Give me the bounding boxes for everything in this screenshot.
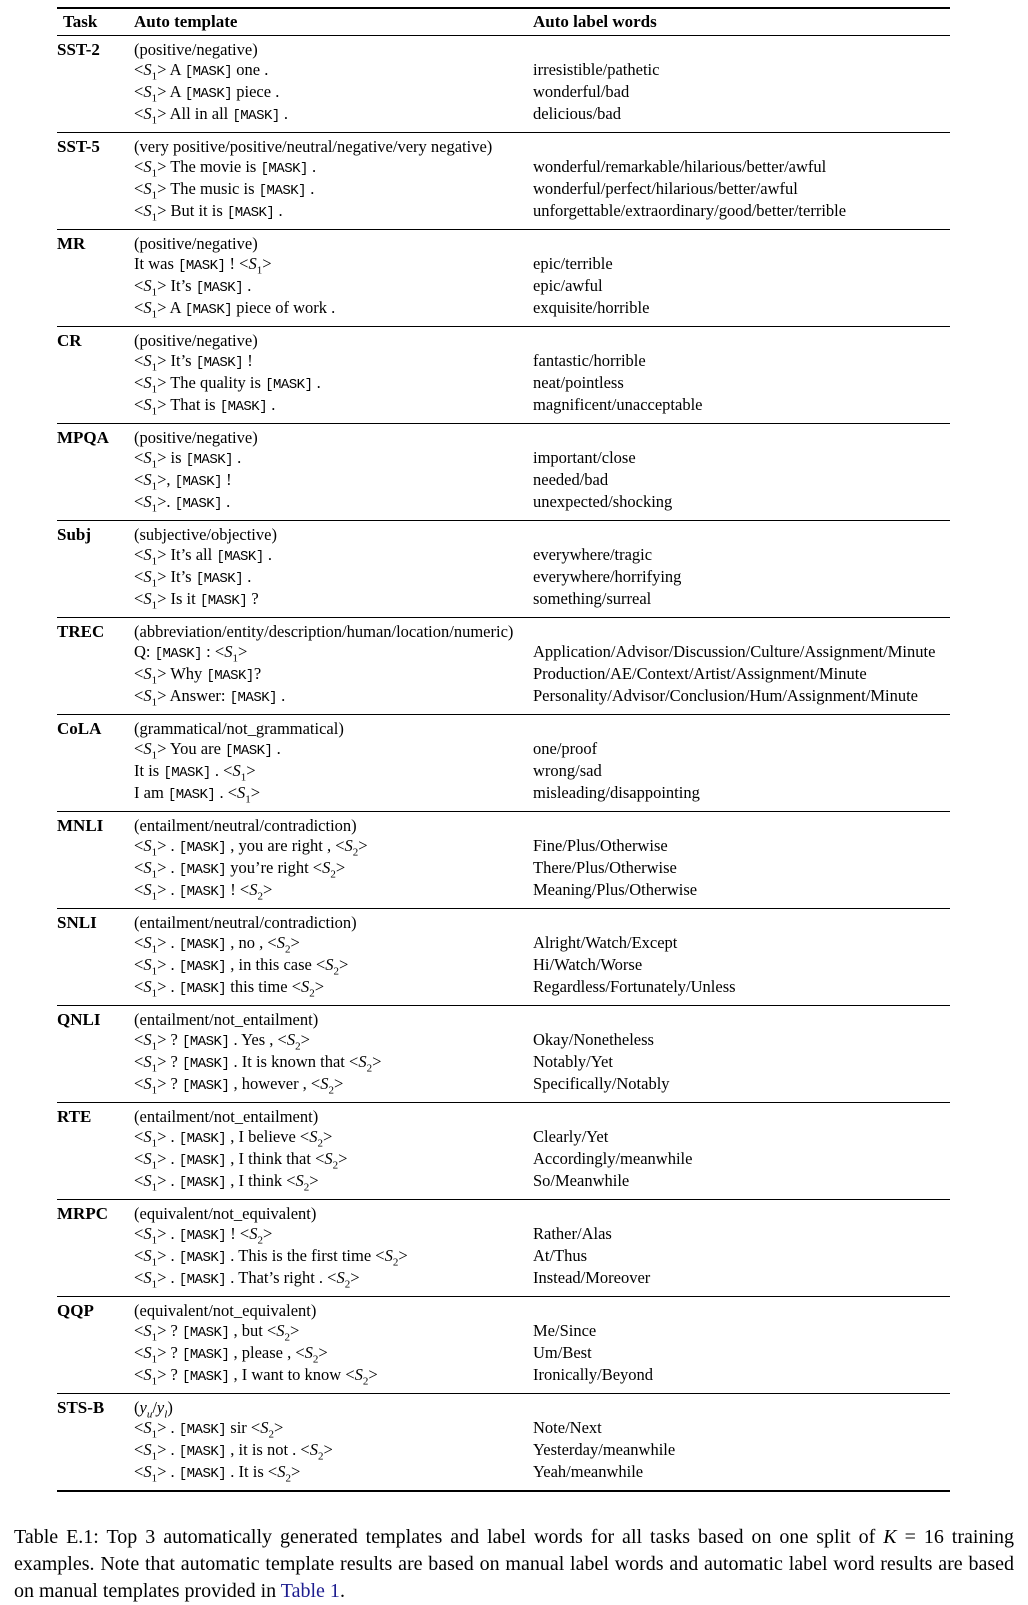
class-list: (positive/negative) (134, 36, 950, 61)
mask-token: [MASK] (178, 1444, 227, 1460)
template-row (57, 1224, 950, 1246)
task-spacer (57, 298, 134, 327)
template-text: $<S_1>$ . [MASK] this time $<S_2>$ (134, 977, 325, 1000)
task-label: CR (57, 327, 134, 352)
task-spacer (57, 448, 134, 470)
label-words: epic/awful (533, 276, 603, 295)
template-row (57, 201, 950, 230)
section-row-mnli (57, 812, 950, 837)
template-row (57, 589, 950, 618)
task-label: STS-B (57, 1394, 134, 1419)
section-row-subj (57, 521, 950, 546)
template-text: $<S_1>$ ? [MASK] . Yes , $<S_2>$ (134, 1030, 310, 1053)
task-spacer (57, 1246, 134, 1268)
template-text: $<S_1>$ You are [MASK] . (134, 739, 281, 762)
template-row (57, 351, 950, 373)
label-words: important/close (533, 448, 636, 467)
label-words: something/surreal (533, 589, 652, 608)
mask-token: [MASK] (232, 108, 280, 124)
mask-token: [MASK] (265, 377, 313, 393)
mask-token: [MASK] (184, 64, 233, 80)
task-label: RTE (57, 1103, 134, 1128)
mask-token: [MASK] (195, 571, 244, 587)
template-row (57, 761, 950, 783)
template-row (57, 1440, 950, 1462)
task-label: CoLA (57, 715, 134, 740)
mask-token: [MASK] (163, 765, 211, 781)
mask-token: [MASK] (178, 258, 226, 274)
template-text: $<S_1>$ But it is [MASK] . (134, 201, 283, 224)
template-text: $<S_1>$ . [MASK] , I think $<S_2>$ (134, 1171, 319, 1194)
task-spacer (57, 545, 134, 567)
label-words: magnificent/unacceptable (533, 395, 703, 414)
template-text: $<S_1>$. [MASK] . (134, 492, 231, 515)
template-text: $<S_1>$ . [MASK] , you are right , $<S_2>$ (134, 836, 368, 859)
label-words: Rather/Alas (533, 1224, 612, 1243)
section-row-qnli (57, 1006, 950, 1031)
task-label: MRPC (57, 1200, 134, 1225)
mask-token: [MASK] (178, 884, 227, 900)
mask-token: [MASK] (258, 183, 307, 199)
label-words: Regardless/Fortunately/Unless (533, 977, 736, 996)
task-label: QQP (57, 1297, 134, 1322)
label-words: Specifically/Notably (533, 1074, 670, 1093)
class-list: $(y_u/y_l)$ (134, 1394, 950, 1419)
mask-token: [MASK] (174, 474, 223, 490)
mask-token: [MASK] (178, 1131, 227, 1147)
label-words: At/Thus (533, 1246, 588, 1265)
task-spacer (57, 1268, 134, 1297)
mask-token: [MASK] (206, 668, 254, 684)
mask-token: [MASK] (178, 1175, 227, 1191)
template-text: It was [MASK] ! $<S_1>$ (134, 254, 272, 277)
template-row (57, 1418, 950, 1440)
task-label: SNLI (57, 909, 134, 934)
column-header-auto-template: Auto template (134, 8, 533, 36)
section-row-rte (57, 1103, 950, 1128)
task-spacer (57, 104, 134, 133)
mask-token: [MASK] (181, 1034, 230, 1050)
task-spacer (57, 783, 134, 812)
class-list: (entailment/neutral/contradiction) (134, 812, 950, 837)
template-row (57, 1321, 950, 1343)
class-list: (positive/negative) (134, 424, 950, 449)
template-text: $<S_1>$ ? [MASK] . It is known that $<S_2>$ (134, 1052, 382, 1075)
template-text: $<S_1>$ . [MASK] . This is the first time $<S_2>$ (134, 1246, 408, 1269)
mask-token: [MASK] (195, 355, 244, 371)
template-text: $<S_1>$ . [MASK] . It is $<S_2>$ (134, 1462, 301, 1485)
label-words: unexpected/shocking (533, 492, 673, 511)
class-list: (subjective/objective) (134, 521, 950, 546)
template-row (57, 179, 950, 201)
section-row-mpqa (57, 424, 950, 449)
mask-token: [MASK] (181, 1056, 230, 1072)
task-spacer (57, 373, 134, 395)
section-row-mrpc (57, 1200, 950, 1225)
label-words: Application/Advisor/Discussion/Culture/Assignment/Minute (533, 642, 936, 661)
template-row (57, 955, 950, 977)
template-row (57, 448, 950, 470)
label-words: There/Plus/Otherwise (533, 858, 677, 877)
mask-token: [MASK] (185, 452, 234, 468)
template-row (57, 642, 950, 664)
task-spacer (57, 933, 134, 955)
template-row (57, 977, 950, 1006)
mask-token: [MASK] (178, 1153, 227, 1169)
template-row (57, 545, 950, 567)
class-list: (abbreviation/entity/description/human/location/numeric) (134, 618, 950, 643)
class-list: (very positive/positive/neutral/negative/very negative) (134, 133, 950, 158)
label-words: wonderful/remarkable/hilarious/better/awful (533, 157, 827, 176)
task-label: QNLI (57, 1006, 134, 1031)
math-symbol: K (883, 1526, 897, 1548)
template-text: $<S_1>$ . [MASK] , I think that $<S_2>$ (134, 1149, 348, 1172)
task-spacer (57, 157, 134, 179)
mask-token: [MASK] (195, 280, 244, 296)
template-text: I am [MASK] . $<S_1>$ (134, 783, 261, 806)
label-words: everywhere/tragic (533, 545, 653, 564)
task-label: MPQA (57, 424, 134, 449)
task-spacer (57, 395, 134, 424)
mask-token: [MASK] (184, 86, 233, 102)
auto-templates-table (57, 7, 950, 1492)
class-list: (positive/negative) (134, 327, 950, 352)
task-spacer (57, 858, 134, 880)
mask-token: [MASK] (174, 496, 223, 512)
template-row (57, 880, 950, 909)
template-text: $<S_1>$ It’s [MASK] . (134, 276, 252, 299)
label-words: Um/Best (533, 1343, 592, 1362)
class-list: (grammatical/not_grammatical) (134, 715, 950, 740)
template-text: $<S_1>$ It’s [MASK] ! (134, 351, 253, 374)
template-row (57, 1462, 950, 1491)
template-row (57, 1149, 950, 1171)
template-text: $<S_1>$ All in all [MASK] . (134, 104, 289, 127)
template-text: $<S_1>$ . [MASK] , in this case $<S_2>$ (134, 955, 349, 978)
task-spacer (57, 1127, 134, 1149)
label-words: Note/Next (533, 1418, 602, 1437)
task-spacer (57, 60, 134, 82)
task-spacer (57, 1462, 134, 1491)
label-words: Hi/Watch/Worse (533, 955, 643, 974)
template-row (57, 739, 950, 761)
mask-token: [MASK] (184, 302, 233, 318)
template-text: $<S_1> A$ [MASK] one . (134, 60, 269, 83)
mask-token: [MASK] (178, 1466, 227, 1482)
table-1-reference-link[interactable]: Table 1 (280, 1580, 340, 1602)
template-row (57, 1268, 950, 1297)
template-text: $<S_1>$ ? [MASK] , however , $<S_2>$ (134, 1074, 344, 1097)
template-text: $<S_1>$ The music is [MASK] . (134, 179, 315, 202)
template-row (57, 157, 950, 179)
task-spacer (57, 880, 134, 909)
label-words: wrong/sad (533, 761, 602, 780)
task-label: SST-2 (57, 36, 134, 61)
label-words: Alright/Watch/Except (533, 933, 678, 952)
task-spacer (57, 761, 134, 783)
mask-token: [MASK] (226, 205, 275, 221)
template-text: $<S_1>$ . [MASK] ! $<S_2>$ (134, 880, 273, 903)
mask-token: [MASK] (181, 1347, 230, 1363)
label-words: Production/AE/Context/Artist/Assignment/Minute (533, 664, 867, 683)
caption-text: = 16 training examples. Note that automatic template results are based on manual label words and automatic label word results are based on manual templates provided in (14, 1526, 1014, 1602)
task-label: SST-5 (57, 133, 134, 158)
mask-token: [MASK] (181, 1078, 230, 1094)
section-row-sts-b (57, 1394, 950, 1419)
template-row (57, 470, 950, 492)
template-text: $<S_1>$ . [MASK] . That’s right . $<S_2>$ (134, 1268, 360, 1291)
template-text: $<S_1>$ Why [MASK]? (134, 664, 262, 687)
class-list: (equivalent/not_equivalent) (134, 1297, 950, 1322)
template-text: $<S_1>$ ? [MASK] , but $<S_2>$ (134, 1321, 300, 1344)
task-spacer (57, 686, 134, 715)
label-words: Personality/Advisor/Conclusion/Hum/Assignment/Minute (533, 686, 918, 705)
label-words: Meaning/Plus/Otherwise (533, 880, 698, 899)
task-spacer (57, 276, 134, 298)
table-caption (14, 1524, 1014, 1605)
task-spacer (57, 1171, 134, 1200)
template-text: $<S_1>$ ? [MASK] , I want to know $<S_2>$ (134, 1365, 378, 1388)
label-words: wonderful/bad (533, 82, 630, 101)
template-row (57, 492, 950, 521)
mask-token: [MASK] (154, 646, 203, 662)
template-text: $<S_1>$ That is [MASK] . (134, 395, 276, 418)
template-row (57, 783, 950, 812)
mask-token: [MASK] (216, 549, 264, 565)
section-row-trec (57, 618, 950, 643)
label-words: Accordingly/meanwhile (533, 1149, 693, 1168)
caption-text: Table E.1: Top 3 automatically generated templates and label words for all tasks based on one split of (14, 1526, 884, 1548)
template-text: $<S_1>$ The quality is [MASK] . (134, 373, 321, 396)
template-row (57, 254, 950, 276)
template-text: $<S_1>$ . [MASK] , no , $<S_2>$ (134, 933, 300, 956)
template-row (57, 1052, 950, 1074)
column-header-auto-label-words: Auto label words (533, 8, 950, 36)
label-words: Yesterday/meanwhile (533, 1440, 676, 1459)
template-row (57, 1246, 950, 1268)
label-words: neat/pointless (533, 373, 624, 392)
template-row (57, 858, 950, 880)
column-header-task: Task (57, 8, 134, 36)
template-row (57, 60, 950, 82)
label-words: one/proof (533, 739, 598, 758)
label-words: irresistible/pathetic (533, 60, 660, 79)
template-text: $<S_1>$ is [MASK] . (134, 448, 242, 471)
mask-token: [MASK] (178, 1422, 227, 1438)
class-list: (entailment/neutral/contradiction) (134, 909, 950, 934)
task-spacer (57, 977, 134, 1006)
section-row-sst-5 (57, 133, 950, 158)
task-spacer (57, 1074, 134, 1103)
task-label: TREC (57, 618, 134, 643)
template-text: Q: [MASK] : $<S_1>$ (134, 642, 248, 665)
template-row (57, 567, 950, 589)
task-spacer (57, 739, 134, 761)
task-spacer (57, 567, 134, 589)
task-spacer (57, 664, 134, 686)
mask-token: [MASK] (178, 959, 227, 975)
template-text: $<S_1>$ It’s [MASK] . (134, 567, 252, 590)
class-list: (entailment/not_entailment) (134, 1103, 950, 1128)
template-row (57, 686, 950, 715)
template-row (57, 1030, 950, 1052)
label-words: needed/bad (533, 470, 609, 489)
template-row (57, 276, 950, 298)
task-spacer (57, 589, 134, 618)
template-text: $<S_1>$ ? [MASK] , please , $<S_2>$ (134, 1343, 328, 1366)
task-spacer (57, 470, 134, 492)
class-list: (positive/negative) (134, 230, 950, 255)
mask-token: [MASK] (178, 1250, 227, 1266)
label-words: Me/Since (533, 1321, 597, 1340)
label-words: misleading/disappointing (533, 783, 700, 802)
template-text: $<S_1>$ . [MASK] you’re right $<S_2>$ (134, 858, 346, 881)
template-row (57, 1074, 950, 1103)
section-row-mr (57, 230, 950, 255)
label-words: Instead/Moreover (533, 1268, 651, 1287)
task-spacer (57, 1052, 134, 1074)
task-spacer (57, 642, 134, 664)
mask-token: [MASK] (167, 787, 216, 803)
template-row (57, 1127, 950, 1149)
template-text: $<S_1> A$ [MASK] piece of work . (134, 298, 336, 321)
task-spacer (57, 1365, 134, 1394)
mask-token: [MASK] (181, 1325, 230, 1341)
task-spacer (57, 254, 134, 276)
template-row (57, 373, 950, 395)
template-text: $<S_1>$ The movie is [MASK] . (134, 157, 317, 180)
mask-token: [MASK] (178, 981, 227, 997)
label-words: epic/terrible (533, 254, 613, 273)
task-spacer (57, 836, 134, 858)
label-words: Notably/Yet (533, 1052, 613, 1071)
mask-token: [MASK] (219, 399, 268, 415)
template-text: $<S_1>$ . [MASK] sir $<S_2>$ (134, 1418, 284, 1441)
caption-text: . (339, 1580, 345, 1602)
template-row (57, 1365, 950, 1394)
mask-token: [MASK] (178, 937, 227, 953)
task-spacer (57, 492, 134, 521)
template-row (57, 82, 950, 104)
label-words: wonderful/perfect/hilarious/better/awful (533, 179, 798, 198)
mask-token: [MASK] (181, 1369, 230, 1385)
task-spacer (57, 1418, 134, 1440)
task-spacer (57, 955, 134, 977)
template-text: It is [MASK] . $<S_1>$ (134, 761, 256, 784)
label-words: Clearly/Yet (533, 1127, 609, 1146)
template-row (57, 1343, 950, 1365)
template-text: $<S_1>$ . [MASK] , I believe $<S_2>$ (134, 1127, 333, 1150)
section-row-cola (57, 715, 950, 740)
mask-token: [MASK] (229, 690, 278, 706)
template-row (57, 395, 950, 424)
template-row (57, 104, 950, 133)
template-row (57, 933, 950, 955)
template-row (57, 836, 950, 858)
label-words: exquisite/horrible (533, 298, 650, 317)
task-label: MR (57, 230, 134, 255)
task-spacer (57, 1321, 134, 1343)
template-text: $<S_1>$ It’s all [MASK] . (134, 545, 272, 568)
mask-token: [MASK] (178, 862, 227, 878)
section-row-qqp (57, 1297, 950, 1322)
mask-token: [MASK] (178, 1228, 227, 1244)
template-text: $<S_1>$, [MASK] ! (134, 470, 232, 493)
template-text: $<S_1> Is$ it [MASK] ? (134, 589, 259, 612)
label-words: Ironically/Beyond (533, 1365, 654, 1384)
class-list: (equivalent/not_equivalent) (134, 1200, 950, 1225)
class-list: (entailment/not_entailment) (134, 1006, 950, 1031)
template-text: $<S_1> A$ [MASK] piece . (134, 82, 280, 105)
label-words: Okay/Nonetheless (533, 1030, 654, 1049)
template-row (57, 298, 950, 327)
template-text: $<S_1>$ Answer: [MASK] . (134, 686, 286, 709)
task-label: MNLI (57, 812, 134, 837)
task-spacer (57, 1149, 134, 1171)
label-words: delicious/bad (533, 104, 621, 123)
mask-token: [MASK] (260, 161, 308, 177)
task-spacer (57, 1440, 134, 1462)
template-row (57, 1171, 950, 1200)
task-spacer (57, 1224, 134, 1246)
template-text: $<S_1>$ . [MASK] , it is not . $<S_2>$ (134, 1440, 333, 1463)
table-header-row (57, 8, 950, 36)
task-spacer (57, 1030, 134, 1052)
template-row (57, 664, 950, 686)
label-words: unforgettable/extraordinary/good/better/terrible (533, 201, 847, 220)
label-words: fantastic/horrible (533, 351, 646, 370)
mask-token: [MASK] (199, 593, 248, 609)
task-label: Subj (57, 521, 134, 546)
task-spacer (57, 201, 134, 230)
label-words: So/Meanwhile (533, 1171, 630, 1190)
task-spacer (57, 82, 134, 104)
mask-token: [MASK] (178, 1272, 227, 1288)
label-words: Yeah/meanwhile (533, 1462, 644, 1481)
section-row-cr (57, 327, 950, 352)
mask-token: [MASK] (178, 840, 227, 856)
document-page (0, 7, 1028, 1602)
label-words: everywhere/horrifying (533, 567, 682, 586)
label-words: Fine/Plus/Otherwise (533, 836, 668, 855)
task-spacer (57, 351, 134, 373)
mask-token: [MASK] (225, 743, 273, 759)
section-row-sst-2 (57, 36, 950, 61)
task-spacer (57, 179, 134, 201)
task-spacer (57, 1343, 134, 1365)
template-text: $<S_1>$ . [MASK] ! $<S_2>$ (134, 1224, 273, 1247)
section-row-snli (57, 909, 950, 934)
